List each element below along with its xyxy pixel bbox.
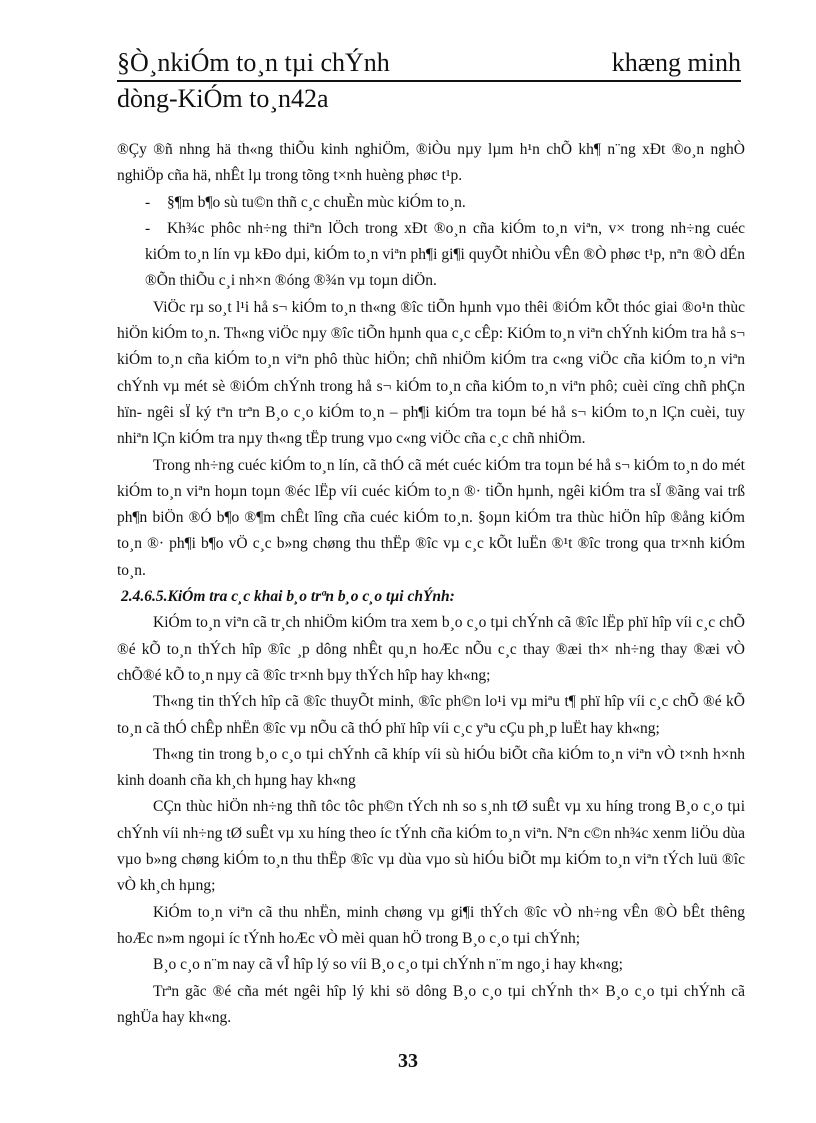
section-heading: 2.4.6.5.KiÓm tra c¸c khai b¸o trªn b¸o c¸o tµi chÝnh:: [121, 588, 455, 606]
paragraph: KiÓm to¸n viªn cã tr¸ch nhiÖm kiÓm tra xem b¸o c¸o tµi chÝnh cã ®îc lËp phï hîp víi c¸c chÕ ®é kÕ to¸n thÝch hîp ®îc ¸p dông nhÊt qu¸n hoÆc nÕu c¸c thay ®æi th× nh÷ng thay ®æi vÒ chÕ®é kÕ to¸n nµy cã ®îc tr×nh bµy thÝch hîp hay kh«ng;: [117, 614, 745, 684]
paragraph: Trong nh÷ng cuéc kiÓm to¸n lín, cã thÓ cã mét cuéc kiÓm tra toµn bé hå s¬ kiÓm to¸n do mét kiÓm to¸n viªn hoµn toµn ®éc lËp víi cuéc kiÓm to¸n ®· tiÕn hµnh, ngêi kiÓm tra sÏ ®ãng vai trß ph¶n biÖn ®Ó b¶o ®¶m chÊt lîng cña cuéc kiÓm to¸n. §oµn kiÓm tra thùc hiÖn hîp ®ång kiÓm to¸n ®· ph¶i b¶o vÖ c¸c b»ng chøng thu thËp ®îc vµ c¸c kÕt luËn ®¹t ®îc trong qua tr×nh kiÓm to¸n.: [117, 456, 745, 579]
paragraph: KiÓm to¸n viªn cã thu nhËn, minh chøng vµ gi¶i thÝch ®îc vÒ nh÷ng vÊn ®Ò bÊt thêng hoÆc n»m ngoµi íc tÝnh hoÆc vÒ mèi quan hÖ trong B¸o c¸o tµi chÝnh;: [117, 903, 745, 947]
page-header: [117, 48, 741, 114]
header-subtitle: dòng-KiÓm to¸n42a: [117, 84, 329, 113]
paragraph: CÇn thùc hiÖn nh÷ng thñ tôc tôc ph©n tÝch nh so s¸nh tØ suÊt vµ xu híng trong B¸o c¸o tµi chÝnh víi nh÷ng tØ suÊt vµ xu híng theo íc tÝnh cña kiÓm to¸n viªn. Nªn c©n nh¾c xenm liÖu dùa vµo b»ng chøng kiÓm to¸n thu thËp ®îc vµ dùa vµo sù hiÓu biÕt mµ kiÓm to¸n viªn tÝch luü ®îc vÒ kh¸ch hµng;: [117, 798, 745, 895]
paragraph: Trªn gãc ®é cña mét ngêi hîp lý khi sö dông B¸o c¸o tµi chÝnh th× B¸o c¸o tµi chÝnh cã nghÜa hay kh«ng.: [117, 982, 745, 1026]
page-number: 33: [398, 1050, 418, 1072]
header-title-row: [117, 48, 741, 82]
paragraph: Th«ng tin trong b¸o c¸o tµi chÝnh cã khíp víi sù hiÓu biÕt cña kiÓm to¸n viªn vÒ t×nh h×nh kinh doanh cña kh¸ch hµng hay kh«ng: [117, 745, 745, 790]
header-title-right: khæng minh: [611, 48, 741, 77]
bullet-item: [117, 190, 745, 216]
paragraph-continuation: ®Çy ®ñ nhng hä th«ng thiÕu kinh nghiÖm, ®iÒu nµy lµm h¹n chÕ kh¶ n¨ng xÐt ®o¸n nghÒ nghiÖp cña hä, nhÊt lµ trong tõng t×nh huèng phøc t¹p.: [117, 141, 745, 185]
document-body: [117, 137, 745, 1031]
paragraph: Th«ng tin thÝch hîp cã ®îc thuyÕt minh, ®îc ph©n lo¹i vµ miªu t¶ phï hîp víi c¸c chÕ ®é kÕ to¸n cã thÓ chÊp nhËn ®îc vµ nÕu cã thÓ phï hîp víi c¸c yªu cÇu ph¸p luËt hay kh«ng;: [117, 693, 745, 737]
header-title-left: §Ò¸nkiÓm to¸n tµi chÝnh: [117, 48, 390, 77]
paragraph: B¸o c¸o n¨m nay cã vÎ hîp lý so víi B¸o c¸o tµi chÝnh n¨m ngo¸i hay kh«ng;: [153, 956, 623, 974]
bullet-item: [117, 216, 745, 295]
paragraph: ViÖc rµ so¸t l¹i hå s¬ kiÓm to¸n th«ng ®îc tiÕn hµnh vµo thêi ®iÓm kÕt thóc giai ®o¹n thùc hiÖn kiÓm to¸n. Th«ng viÖc nµy ®îc tiÕn hµnh qua c¸c cÊp: KiÓm to¸n viªn chÝnh kiÓm tra hå s¬ kiÓm to¸n cña kiÓm to¸n viªn phô thùc hiÖn; chñ nhiÖm kiÓm tra c«ng viÖc cña kiÓm to¸n viªn chÝnh vµ mét sè ®iÓm chÝnh trong hå s¬ kiÓm to¸n cña kiÓm to¸n viªn phô; cuèi cïng chñ phÇn hïn- ngêi sÏ ký tªn trªn B¸o c¸o kiÓm to¸n – ph¶i kiÓm tra toµn bé hå s¬ kiÓm to¸n lÇn cuèi, tuy nhiªn lÇn kiÓm tra nµy th«ng tËp trung vµo c«ng viÖc cña c¸c chñ nhiÖm.: [117, 298, 745, 448]
bullet-text: Kh¾c phôc nh÷ng thiªn lÖch trong xÐt ®o¸n cña kiÓm to¸n viªn, v× trong nh÷ng cuéc kiÓm to¸n lín vµ kÐo dµi, kiÓm to¸n viªn ph¶i gi¶i quyÕt nhiÒu vÊn ®Ò phøc t¹p, nªn ®Ò dÉn ®Õn thiÕu c¸i nh×n ®óng ®¾n vµ toµn diÖn.: [145, 219, 745, 290]
bullet-dash: -: [145, 219, 151, 237]
bullet-dash: -: [145, 193, 151, 211]
bullet-text: §¶m b¶o sù tu©n thñ c¸c chuÈn mùc kiÓm to¸n.: [167, 193, 466, 211]
